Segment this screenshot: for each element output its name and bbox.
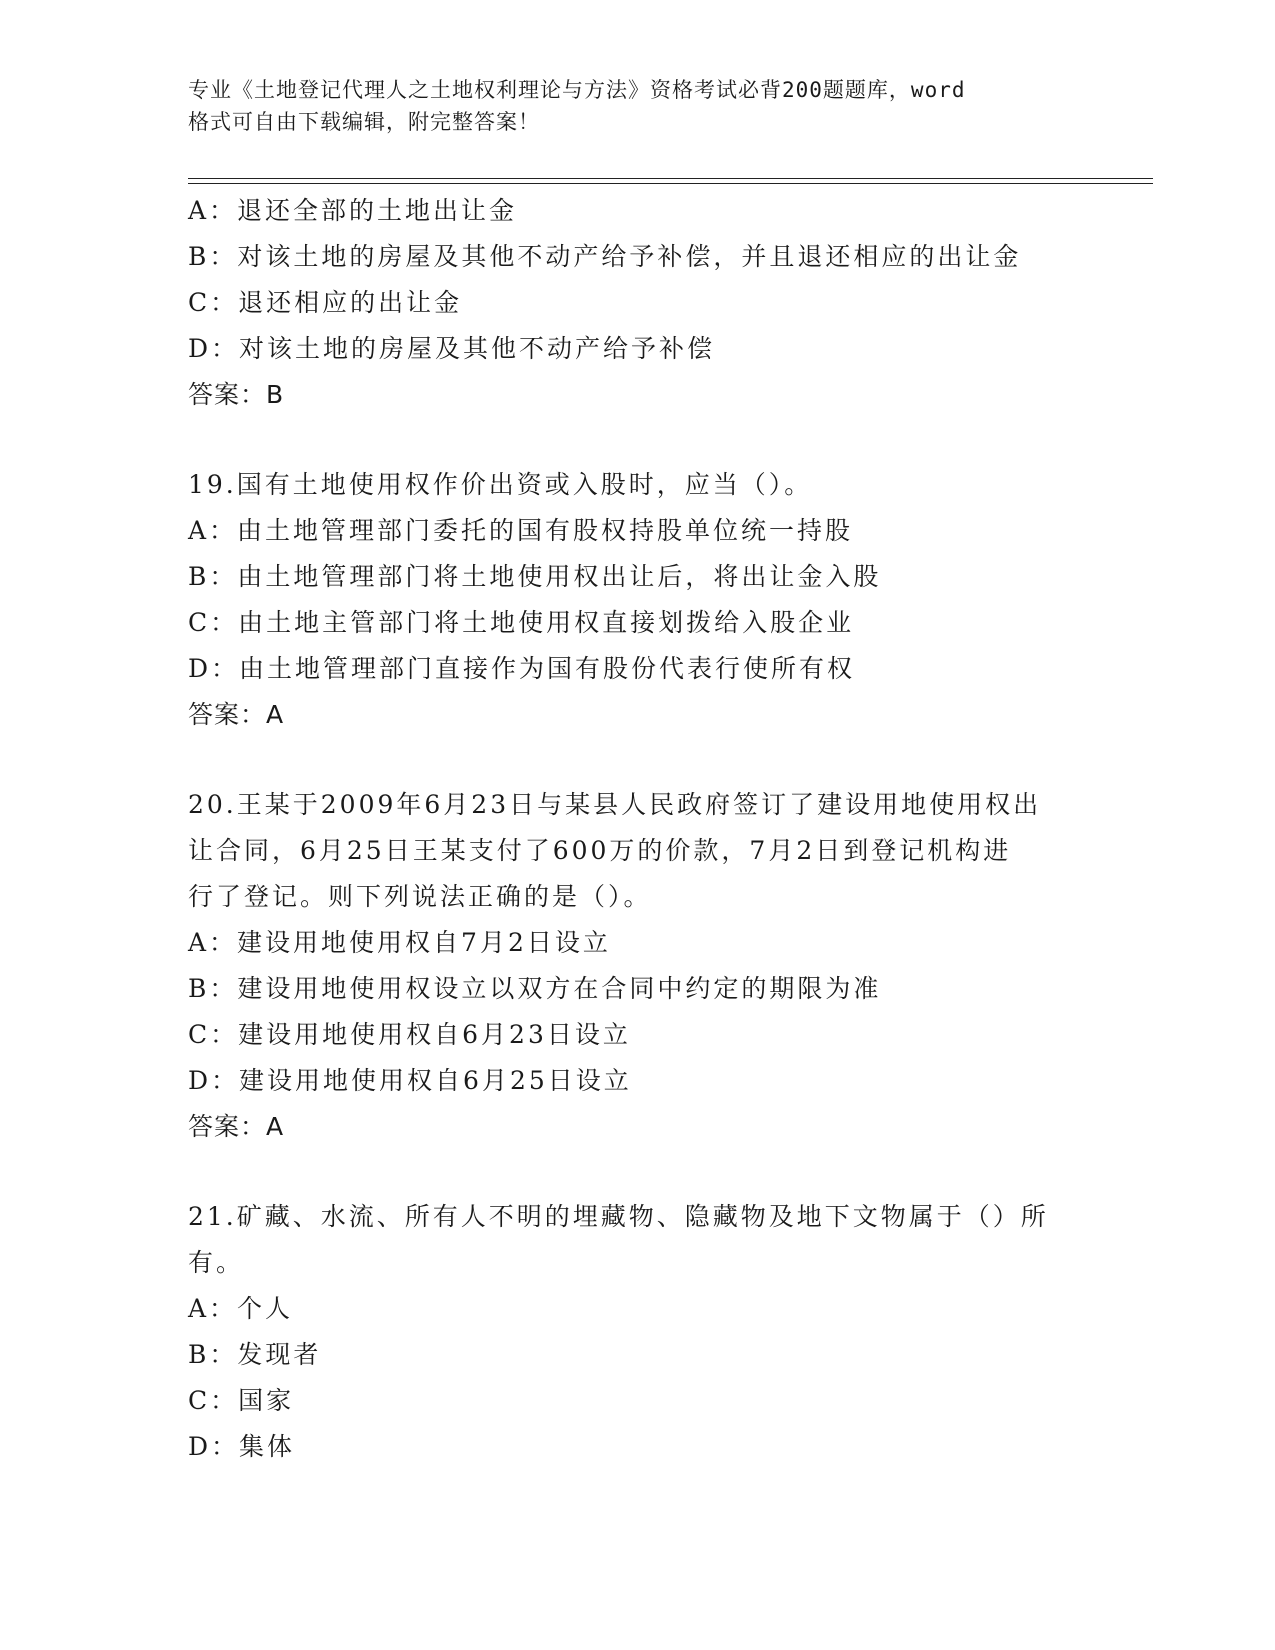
spacer [188,738,1088,782]
spacer [188,1150,1088,1194]
question-text-line-2: 让合同，6月25日王某支付了600万的价款，7月2日到登记机构进 [188,836,1012,865]
answer: 答案：B [188,380,285,409]
option-a: A：个人 [188,1294,294,1323]
option-d: D：建设用地使用权自6月25日设立 [188,1066,632,1095]
question-text-line-3: 行了登记。则下列说法正确的是（）。 [188,882,652,911]
header-line-1: 专业《土地登记代理人之土地权利理论与方法》资格考试必背200题题库，word [188,78,966,102]
header-line-2: 格式可自由下载编辑，附完整答案！ [188,110,540,134]
option-c: C：退还相应的出让金 [188,288,463,317]
option-d: D：对该土地的房屋及其他不动产给予补偿 [188,334,716,363]
document-header [188,74,1088,138]
option-c: C：由土地主管部门将土地使用权直接划拨给入股企业 [188,608,855,637]
option-b: B：对该土地的房屋及其他不动产给予补偿，并且退还相应的出让金 [188,242,1022,271]
option-c: C：国家 [188,1386,295,1415]
answer: 答案：A [188,700,285,729]
document-body [188,188,1088,1470]
spacer [188,418,1088,462]
question-text: 19.国有土地使用权作价出资或入股时，应当（）。 [188,470,813,499]
question-text-line-1: 21.矿藏、水流、所有人不明的埋藏物、隐藏物及地下文物属于（）所 [188,1202,1049,1231]
option-a: A：由土地管理部门委托的国有股权持股单位统一持股 [188,516,854,545]
option-c: C：建设用地使用权自6月23日设立 [188,1020,631,1049]
question-19-block [188,462,1088,738]
option-a: A：建设用地使用权自7月2日设立 [188,928,611,957]
option-d: D：由土地管理部门直接作为国有股份代表行使所有权 [188,654,856,683]
question-20-block [188,782,1088,1150]
option-a: A：退还全部的土地出让金 [188,196,518,225]
question-18-block [188,188,1088,418]
question-text-line-2: 有。 [188,1248,245,1277]
question-text-line-1: 20.王某于2009年6月23日与某县人民政府签订了建设用地使用权出 [188,790,1042,819]
option-d: D：集体 [188,1432,296,1461]
option-b: B：发现者 [188,1340,322,1369]
header-divider-bottom [188,183,1153,184]
option-b: B：由土地管理部门将土地使用权出让后，将出让金入股 [188,562,882,591]
answer: 答案：A [188,1112,285,1141]
header-divider-top [188,178,1153,179]
question-21-block [188,1194,1088,1470]
option-b: B：建设用地使用权设立以双方在合同中约定的期限为准 [188,974,882,1003]
